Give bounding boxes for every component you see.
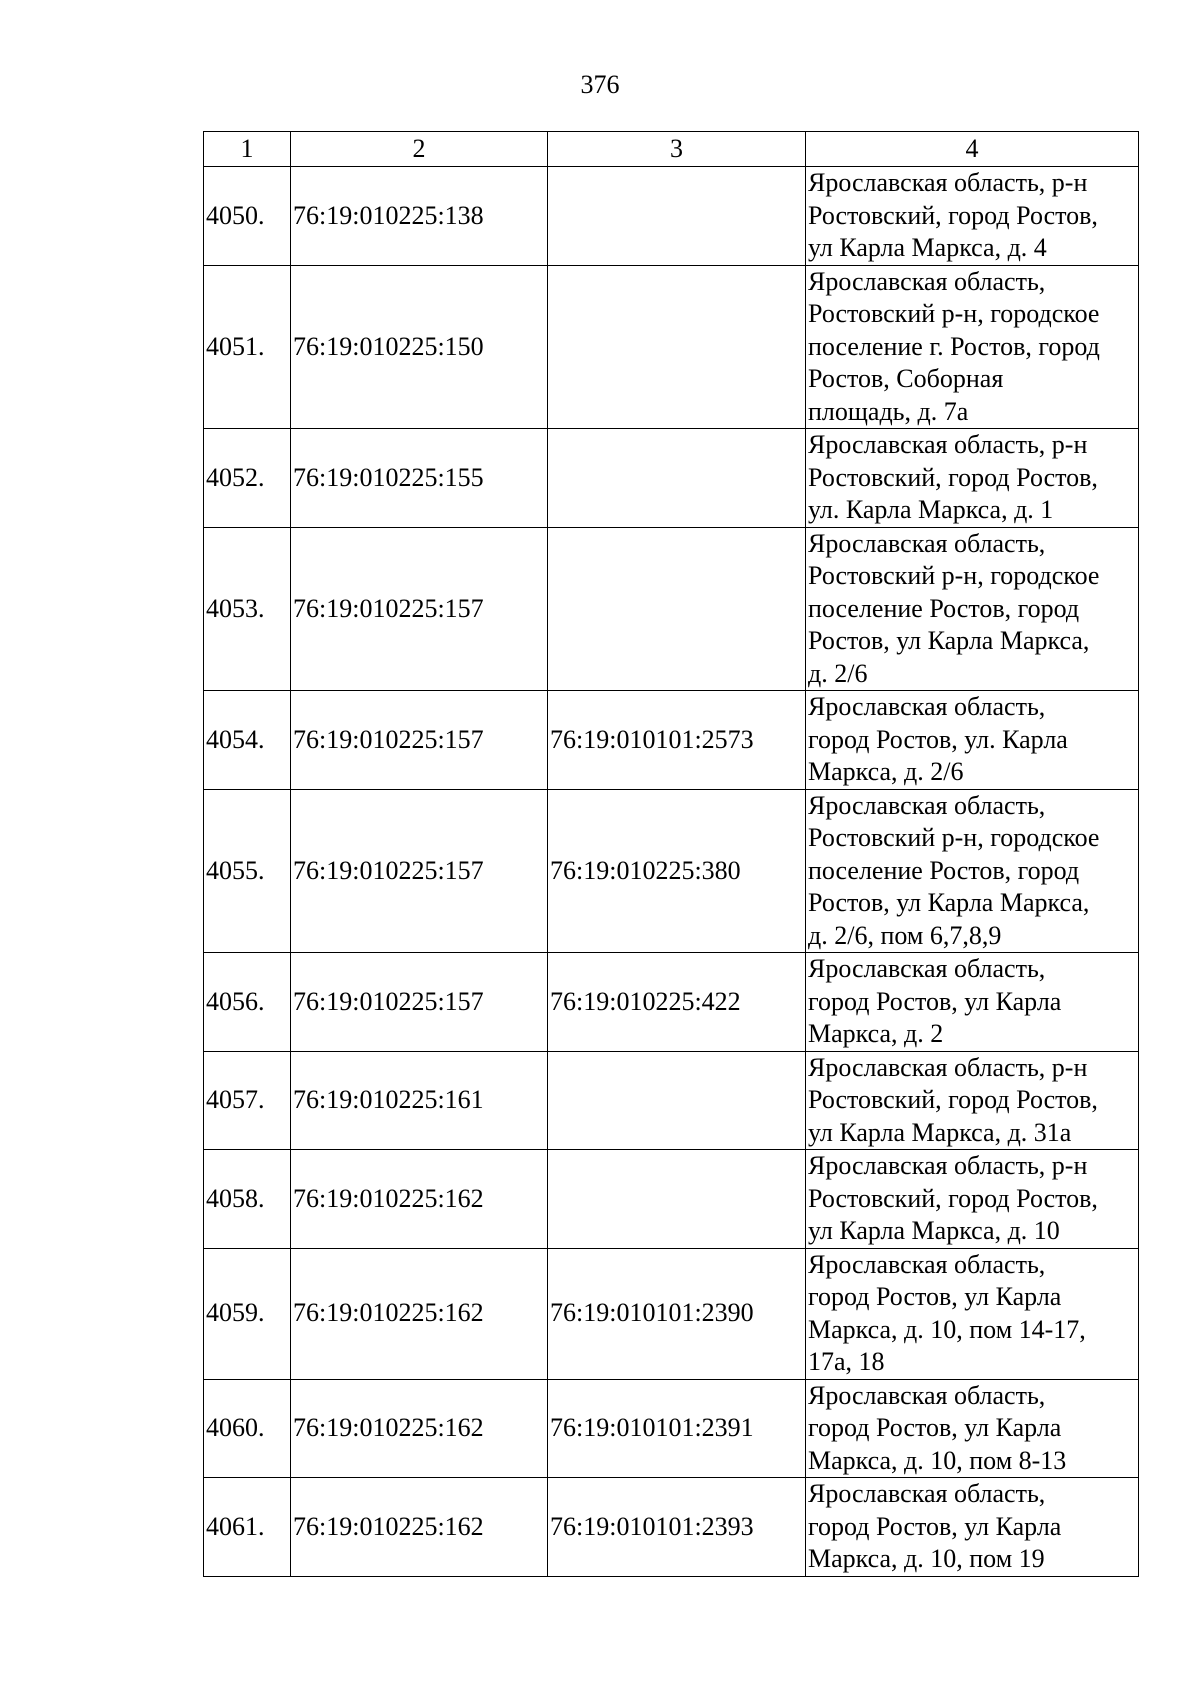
object-cadastral-number — [548, 1051, 806, 1150]
header-col-2: 2 — [291, 132, 548, 167]
address-line: город Ростов, ул Карла — [808, 1413, 1062, 1442]
address — [806, 953, 1139, 1052]
header-col-3: 3 — [548, 132, 806, 167]
address-line: поселение Ростов, город — [808, 855, 1080, 885]
header-col-4: 4 — [806, 132, 1139, 167]
address-line: Ростов, Соборная — [808, 364, 1004, 393]
object-cadastral-number — [548, 167, 806, 266]
address-line: город Ростов, ул Карла — [808, 1282, 1062, 1311]
address-line: Ярославская область, — [808, 1479, 1046, 1508]
address-line: д. 2/6, пом 6,7,8,9 — [808, 920, 1002, 950]
address-line: Ярославская область, р-н — [808, 168, 1088, 197]
row-number: 4060. — [204, 1379, 291, 1478]
row-number: 4057. — [204, 1051, 291, 1150]
address — [806, 691, 1139, 790]
address-line: Ростовский р-н, городское — [808, 299, 1100, 328]
address — [806, 1478, 1139, 1577]
address-line: Ростов, ул Карла Маркса, — [808, 888, 1090, 917]
row-number: 4056. — [204, 953, 291, 1052]
object-cadastral-number: 76:19:010101:2573 — [548, 691, 806, 790]
address — [806, 167, 1139, 266]
address — [806, 1248, 1139, 1379]
address-line: Ярославская область, — [808, 954, 1046, 983]
row-number: 4059. — [204, 1248, 291, 1379]
table-header — [204, 132, 1139, 167]
row-number: 4050. — [204, 167, 291, 266]
row-number: 4054. — [204, 691, 291, 790]
table-row — [204, 429, 1139, 528]
address-line: ул Карла Маркса, д. 4 — [808, 233, 1047, 262]
address-line: Ростовский, город Ростов, — [808, 1183, 1098, 1213]
address-line: Ярославская область, — [808, 692, 1046, 721]
cadastral-number: 76:19:010225:162 — [291, 1379, 548, 1478]
table-row — [204, 1051, 1139, 1150]
cadastral-number: 76:19:010225:161 — [291, 1051, 548, 1150]
table-row — [204, 1248, 1139, 1379]
object-cadastral-number — [548, 429, 806, 528]
address-line: поселение г. Ростов, город — [808, 331, 1100, 361]
table-row — [204, 527, 1139, 691]
table-row — [204, 1150, 1139, 1249]
object-cadastral-number — [548, 265, 806, 429]
address-line: город Ростов, ул Карла — [808, 1511, 1062, 1541]
address-line: Ростовский, город Ростов, — [808, 1085, 1098, 1114]
table-row — [204, 1478, 1139, 1577]
address-line: поселение Ростов, город — [808, 593, 1080, 623]
object-cadastral-number — [548, 1150, 806, 1249]
address — [806, 789, 1139, 953]
address — [806, 1150, 1139, 1249]
address — [806, 265, 1139, 429]
address — [806, 1051, 1139, 1150]
address-line: Ярославская область, — [808, 266, 1046, 296]
table-row — [204, 1379, 1139, 1478]
address-line: Маркса, д. 2 — [808, 1019, 944, 1048]
object-cadastral-number: 76:19:010101:2390 — [548, 1248, 806, 1379]
table-row — [204, 691, 1139, 790]
address-line: Ростовский р-н, городское — [808, 823, 1100, 852]
address-line: Ярославская область, — [808, 790, 1046, 820]
cadastral-number: 76:19:010225:150 — [291, 265, 548, 429]
object-cadastral-number: 76:19:010225:380 — [548, 789, 806, 953]
header-col-1: 1 — [204, 132, 291, 167]
row-number: 4055. — [204, 789, 291, 953]
address-line: город Ростов, ул. Карла — [808, 724, 1068, 754]
address-line: Ярославская область, р-н — [808, 1052, 1088, 1082]
address-line: д. 2/6 — [808, 658, 868, 688]
address-line: Ярославская область, — [808, 1380, 1046, 1410]
table-row — [204, 953, 1139, 1052]
cadastral-number: 76:19:010225:157 — [291, 527, 548, 691]
registry-table — [203, 131, 1139, 1577]
object-cadastral-number: 76:19:010225:422 — [548, 953, 806, 1052]
address-line: Маркса, д. 2/6 — [808, 757, 964, 786]
object-cadastral-number: 76:19:010101:2393 — [548, 1478, 806, 1577]
cadastral-number: 76:19:010225:162 — [291, 1478, 548, 1577]
cadastral-number: 76:19:010225:157 — [291, 691, 548, 790]
address-line: Ярославская область, — [808, 528, 1046, 558]
address-line: Ростовский р-н, городское — [808, 561, 1100, 590]
address-line: 17а, 18 — [808, 1347, 885, 1376]
cadastral-number: 76:19:010225:157 — [291, 789, 548, 953]
table-row — [204, 265, 1139, 429]
address-line: Маркса, д. 10, пом 8-13 — [808, 1445, 1067, 1475]
address-line: Ярославская область, р-н — [808, 430, 1088, 459]
object-cadastral-number — [548, 527, 806, 691]
address-line: ул Карла Маркса, д. 31а — [808, 1117, 1072, 1147]
address — [806, 429, 1139, 528]
address — [806, 1379, 1139, 1478]
row-number: 4052. — [204, 429, 291, 528]
address-line: Ярославская область, — [808, 1249, 1046, 1279]
address — [806, 527, 1139, 691]
address-line: ул Карла Маркса, д. 10 — [808, 1216, 1060, 1245]
address-line: Маркса, д. 10, пом 19 — [808, 1544, 1045, 1573]
address-line: Ростовский, город Ростов, — [808, 200, 1098, 230]
address-line: площадь, д. 7а — [808, 396, 969, 426]
header-row — [204, 132, 1139, 167]
page-number: 376 — [580, 70, 620, 99]
address-line: ул. Карла Маркса, д. 1 — [808, 495, 1054, 524]
cadastral-number: 76:19:010225:138 — [291, 167, 548, 266]
address-line: Маркса, д. 10, пом 14-17, — [808, 1314, 1086, 1344]
row-number: 4051. — [204, 265, 291, 429]
table-row — [204, 167, 1139, 266]
cadastral-number: 76:19:010225:157 — [291, 953, 548, 1052]
object-cadastral-number: 76:19:010101:2391 — [548, 1379, 806, 1478]
table-body — [204, 167, 1139, 1577]
row-number: 4061. — [204, 1478, 291, 1577]
row-number: 4058. — [204, 1150, 291, 1249]
address-line: Ярославская область, р-н — [808, 1151, 1088, 1180]
cadastral-number: 76:19:010225:162 — [291, 1150, 548, 1249]
address-line: Ростов, ул Карла Маркса, — [808, 626, 1090, 655]
cadastral-number: 76:19:010225:162 — [291, 1248, 548, 1379]
table-row — [204, 789, 1139, 953]
row-number: 4053. — [204, 527, 291, 691]
cadastral-number: 76:19:010225:155 — [291, 429, 548, 528]
address-line: Ростовский, город Ростов, — [808, 462, 1098, 492]
address-line: город Ростов, ул Карла — [808, 986, 1062, 1016]
